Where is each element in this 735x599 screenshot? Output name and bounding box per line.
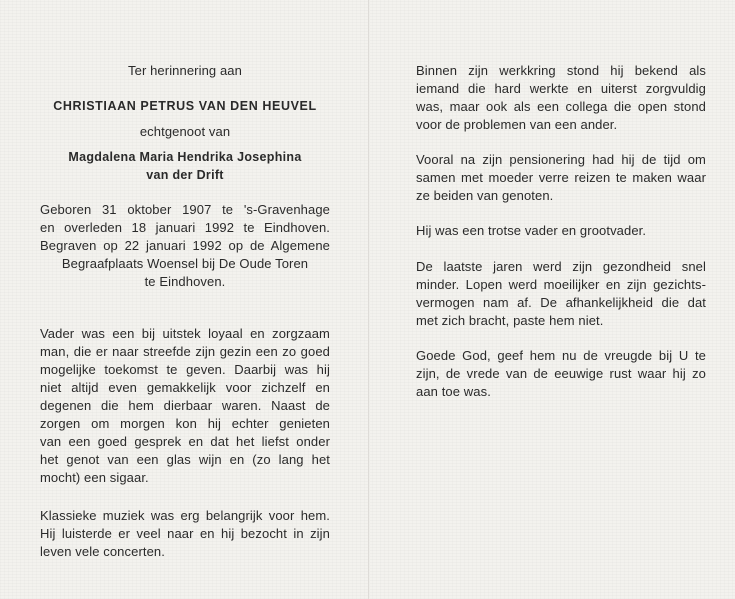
deceased-name: CHRISTIAAN PETRUS VAN DEN HEUVEL — [53, 99, 317, 113]
paragraph-line: Klassieke muziek was erg belangrijk voor hem. — [40, 508, 330, 523]
paragraph-line: Vooral na zijn pensionering had hij de tijd om — [416, 152, 706, 167]
dates-line: Begraafplaats Woensel bij De Oude Toren — [61, 256, 309, 271]
paragraph-line: zorgen om morgen kon hij echter genieten — [40, 416, 330, 431]
spouse-intro: echtgenoot van — [139, 124, 231, 139]
dates-line: Geboren 31 oktober 1907 te 's-Gravenhage — [40, 202, 330, 217]
paragraph-line: iemand die hard werkte en uiterst zorgvuldig — [416, 81, 706, 96]
paragraph-line: met zich bracht, paste hem niet. — [416, 313, 604, 328]
dates-line: te Eindhoven. — [144, 274, 226, 289]
paragraph-line: aan toe was. — [416, 384, 491, 399]
paragraph-line: van een goed gesprek en dat het liefst onder — [40, 434, 330, 449]
paragraph-line: het genot van een glas wijn en (zo lang het — [40, 452, 330, 467]
card-fold — [368, 0, 370, 599]
heading: Ter herinnering aan — [128, 63, 242, 78]
paragraph-line: Binnen zijn werkkring stond hij bekend als — [416, 63, 706, 78]
paragraph-line: Vader was een bij uitstek loyaal en zorgzaam — [40, 326, 330, 341]
paragraph-line: was, maar ook als een collega die open stond — [416, 99, 706, 114]
dates-line: Begraven op 22 januari 1992 op de Algemene — [40, 238, 330, 253]
paragraph-line: zijn, de vrede van de eeuwige rust waar hij zo — [416, 366, 706, 381]
spouse-name-line2: van der Drift — [146, 168, 224, 182]
spouse-name-line1: Magdalena Maria Hendrika Josephina — [68, 150, 302, 164]
paragraph-line: degenen die hem dierbaar waren. Naast de — [40, 398, 330, 413]
paragraph-line: minder. Lopen werd moeilijker en zijn gezichts- — [416, 277, 706, 292]
paragraph-line: Hij luisterde er veel naar en hij bezocht in zijn — [40, 526, 330, 541]
paragraph-line: man, die er naar streefde zijn gezin een zo goed — [40, 344, 330, 359]
left-panel — [40, 0, 330, 599]
paragraph-line: Hij was een trotse vader en grootvader. — [416, 223, 647, 238]
paragraph-line: De laatste jaren werd zijn gezondheid snel — [416, 259, 706, 274]
paragraph-line: leven vele concerten. — [40, 544, 165, 559]
paragraph-line: vermogen nam af. De afhankelijkheid die dat — [416, 295, 706, 310]
paragraph-line: niet altijd even gemakkelijk voor zichzelf en — [40, 380, 330, 395]
paragraph-line: samen met moeder verre reizen te maken waar — [416, 170, 706, 185]
paragraph-line: Goede God, geef hem nu de vreugde bij U te — [416, 348, 706, 363]
paragraph-line: ze beiden van genoten. — [416, 188, 554, 203]
paragraph-line: mocht) een sigaar. — [40, 470, 149, 485]
right-panel — [416, 0, 706, 599]
dates-line: en overleden 18 januari 1992 te Eindhoven. — [40, 220, 330, 235]
paragraph-line: mogelijke toekomst te geven. Daarbij was hij — [40, 362, 330, 377]
paragraph-line: voor de problemen van een ander. — [416, 117, 618, 132]
